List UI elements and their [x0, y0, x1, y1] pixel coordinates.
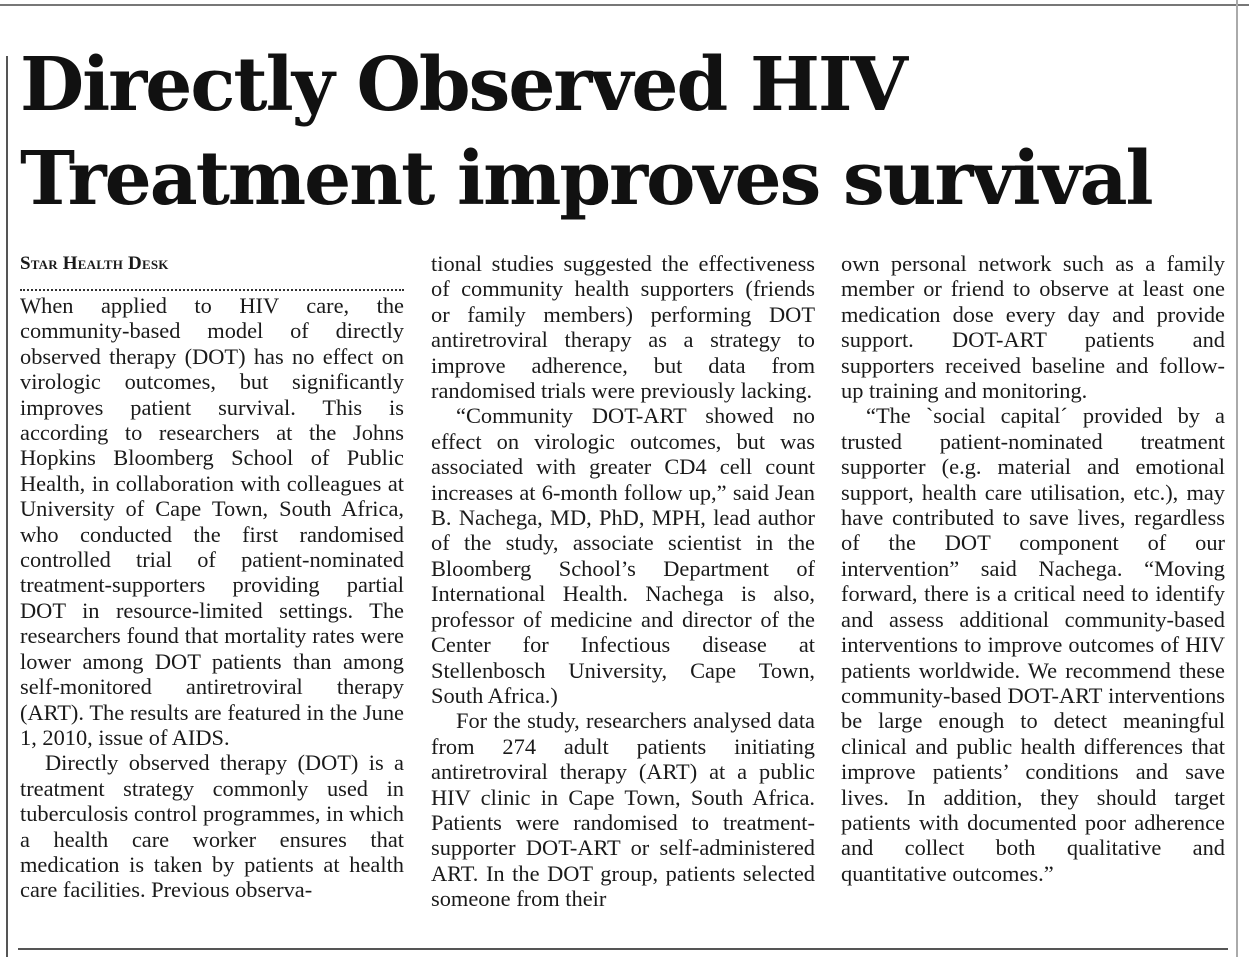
paragraph: Directly observed therapy (DOT) is a treatment strategy commonly used in tuberculosis control programmes, in which a health care worker ensures that medication is taken by patients at health care facilities. Previous observa-: [20, 750, 404, 903]
paragraph: “The `social capital´ provided by a trusted patient-nominated treatment supporter (e.g. material and emotional support, health care utilisation, etc.), may have contributed to save lives, regardless of the DOT component of our intervention” said Nachega. “Moving forward, there is a critical need to identify and assess additional community-based interventions to improve outcomes of HIV patients worldwide. We recommend these community-based DOT-ART interventions be large enough to detect meaningful clinical and public health differences that improve patients’ conditions and save lives. In addition, they should target patients with documented poor adherence and collect both qualitative and quantitative outcomes.”: [841, 403, 1225, 886]
top-rule: [0, 4, 1249, 6]
right-page-edge: [1236, 0, 1238, 957]
headline: Directly Observed HIV Treatment improves survival: [20, 42, 1152, 222]
article-column-2: [431, 251, 815, 912]
article-column-3: [841, 251, 1225, 886]
paragraph: tional studies suggested the effectiveness of community health supporters (friends or family members) performing DOT antiretroviral therapy as a strategy to improve adherence, but data from randomised trials were previously lacking.: [431, 251, 815, 404]
paragraph: own personal network such as a family member or friend to observe at least one medication dose every day and provide support. DOT-ART patients and supporters received baseline and follow-up training and monitoring.: [841, 251, 1225, 404]
article-column-1: [20, 251, 404, 903]
paragraph: When applied to HIV care, the community-based model of directly observed therapy (DOT) has no effect on virologic outcomes, but significantly improves patient survival. This is according to researchers at the Johns Hopkins Bloomberg School of Public Health, in collaboration with colleagues at University of Cape Town, South Africa, who conducted the first randomised controlled trial of patient-nominated treatment-supporters providing partial DOT in resource-limited settings. The researchers found that mortality rates were lower among DOT patients than among self-monitored antiretroviral therapy (ART). The results are featured in the June 1, 2010, issue of AIDS.: [20, 293, 404, 750]
paragraph: “Community DOT-ART showed no effect on virologic outcomes, but was associated with greater CD4 cell count increases at 6-month follow up,” said Jean B. Nachega, MD, PhD, MPH, lead author of the study, associate scientist in the Bloomberg School’s Department of International Health. Nachega is also, professor of medicine and director of the Center for Infectious disease at Stellenbosch University, Cape Town, South Africa.): [431, 403, 815, 708]
paragraph: For the study, researchers analysed data from 274 adult patients initiating antiretroviral therapy (ART) at a public HIV clinic in Cape Town, South Africa. Patients were randomised to treatment-supporter DOT-ART or self-administered ART. In the DOT group, patients selected someone from their: [431, 708, 815, 912]
byline-dotted-divider: [20, 283, 404, 291]
left-column-rule: [6, 56, 8, 957]
byline: Star Health Desk: [20, 253, 169, 274]
bottom-rule: [18, 948, 1228, 950]
